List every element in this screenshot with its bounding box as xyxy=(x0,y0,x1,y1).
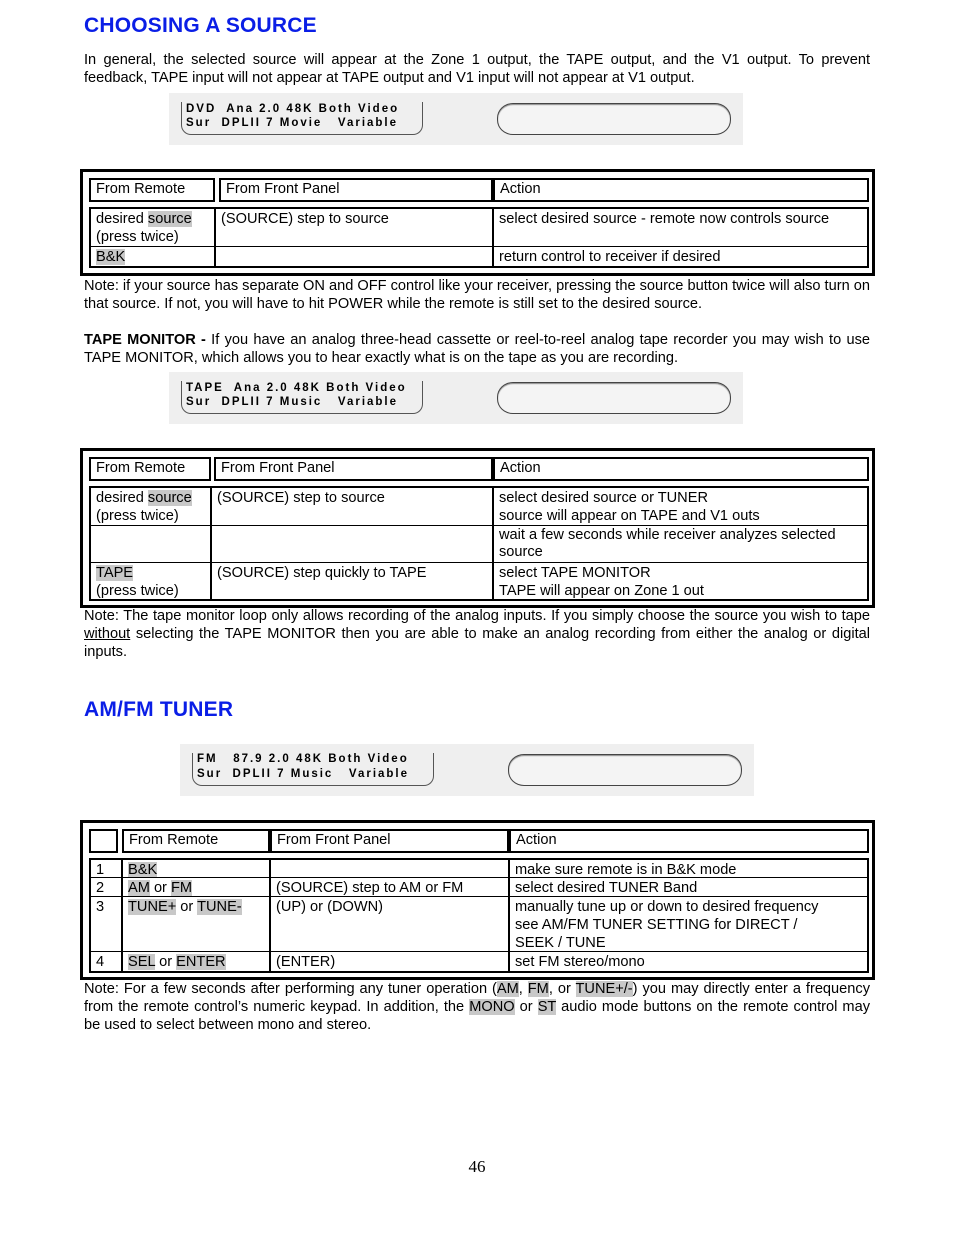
tape-note: Note: The tape monitor loop only allows recording of the analog inputs. If you simply choose the source you wish to tape without selecting the TAPE MONITOR then you are able to make an analog recording from either the analog or digital inputs. xyxy=(84,608,870,660)
table-header: From Remote xyxy=(89,457,211,481)
table-header: From Front Panel xyxy=(270,829,509,853)
table-cell: manually tune up or down to desired frequency see AM/FM TUNER SETTING for DIRECT / SEEK / TUNE xyxy=(509,896,869,952)
table-cell: B&K xyxy=(89,246,215,268)
display-oval xyxy=(497,382,731,414)
table-cell: 3 xyxy=(89,896,122,952)
table-cell: (ENTER) xyxy=(270,951,509,973)
page-number: 46 xyxy=(468,1157,486,1176)
table-cell: 2 xyxy=(89,877,122,897)
display-line-2: Sur DPLII 7 Music Variable xyxy=(197,768,410,780)
table-cell: (SOURCE) step to source xyxy=(211,486,493,526)
table-header xyxy=(89,829,118,853)
table-cell: B&K xyxy=(122,858,270,878)
table-cell xyxy=(89,525,211,563)
tape-table xyxy=(80,448,875,608)
display-oval xyxy=(508,754,742,786)
table-cell: select desired source or TUNER source will appear on TAPE and V1 outs xyxy=(493,486,869,526)
table-cell: SEL or ENTER xyxy=(122,951,270,973)
table-cell: desired source (press twice) xyxy=(89,486,211,526)
source-table xyxy=(80,169,875,276)
table-cell: select TAPE MONITOR TAPE will appear on Zone 1 out xyxy=(493,562,869,601)
display-line-1: TAPE Ana 2.0 48K Both Video xyxy=(186,382,407,394)
intro-paragraph: In general, the selected source will appear at the Zone 1 output, the TAPE output, and the V1 output. To prevent feedback, TAPE input will not appear at TAPE output and V1 input will not appear at V1 output. xyxy=(84,52,870,86)
table-header: Action xyxy=(493,457,869,481)
front-panel-display xyxy=(180,744,754,796)
table-cell: select desired source - remote now controls source xyxy=(493,207,869,247)
table-cell: TUNE+ or TUNE- xyxy=(122,896,270,952)
table-header: From Remote xyxy=(89,178,215,202)
section-heading-choosing-source: CHOOSING A SOURCE xyxy=(84,14,317,37)
tuner-table xyxy=(80,820,875,980)
table-cell: (SOURCE) step to source xyxy=(215,207,493,247)
table-header: Action xyxy=(509,829,869,853)
display-line-2: Sur DPLII 7 Movie Variable xyxy=(186,117,399,129)
section-heading-am-fm-tuner: AM/FM TUNER xyxy=(84,698,234,721)
display-line-1: FM 87.9 2.0 48K Both Video xyxy=(197,753,409,765)
table-cell xyxy=(270,858,509,878)
table-cell xyxy=(215,246,493,268)
table-cell: (UP) or (DOWN) xyxy=(270,896,509,952)
table-cell: desired source (press twice) xyxy=(89,207,215,247)
display-oval xyxy=(497,103,731,135)
display-line-2: Sur DPLII 7 Music Variable xyxy=(186,396,399,408)
table-header: From Remote xyxy=(122,829,270,853)
tape-monitor-paragraph: TAPE MONITOR - If you have an analog three-head cassette or reel-to-reel analog tape recorder you may wish to use TAPE MONITOR, which allows you to hear exactly what is on the tape as you are recording. xyxy=(84,332,871,366)
table-cell: AM or FM xyxy=(122,877,270,897)
table-cell: 1 xyxy=(89,858,122,878)
table-header: Action xyxy=(493,178,869,202)
table-cell: select desired TUNER Band xyxy=(509,877,869,897)
table-cell: return control to receiver if desired xyxy=(493,246,869,268)
table-cell: (SOURCE) step to AM or FM xyxy=(270,877,509,897)
table-cell: (SOURCE) step quickly to TAPE xyxy=(211,562,493,601)
tuner-note: Note: For a few seconds after performing any tuner operation (AM, FM, or TUNE+/-) you may directly enter a frequency from the remote control’s numeric keypad. In addition, the MONO or ST audio mode buttons on the remote control may be used to select between mono and stereo. xyxy=(84,981,870,1033)
table-header: From Front Panel xyxy=(214,457,493,481)
table-cell xyxy=(211,525,493,563)
table-cell: 4 xyxy=(89,951,122,973)
table-header: From Front Panel xyxy=(219,178,493,202)
table-cell: set FM stereo/mono xyxy=(509,951,869,973)
table-cell: make sure remote is in B&K mode xyxy=(509,858,869,878)
front-panel-display xyxy=(169,372,743,424)
table-cell: TAPE (press twice) xyxy=(89,562,211,601)
display-line-1: DVD Ana 2.0 48K Both Video xyxy=(186,103,400,115)
source-note: Note: if your source has separate ON and OFF control like your receiver, pressing the source button twice will also turn on that source. If not, you will have to hit POWER while the remote is still set to the desired source. xyxy=(84,278,870,312)
front-panel-display xyxy=(169,93,743,145)
table-cell: wait a few seconds while receiver analyzes selected source xyxy=(493,525,869,563)
